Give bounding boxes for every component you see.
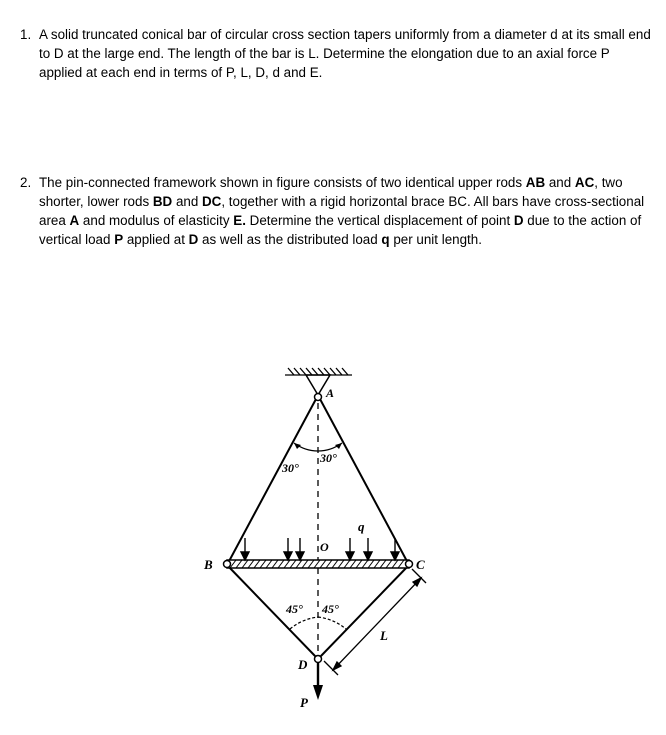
label-l: L [380, 628, 388, 643]
problem-2-segment: due to the action of vertical load [39, 213, 642, 247]
problem-2-segment: DC [202, 194, 222, 209]
problem-2-number: 2. [20, 175, 32, 190]
label-d: D [298, 657, 308, 672]
problem-2-segment: q [381, 232, 390, 247]
label-angle-right-top: 30° [320, 451, 337, 465]
problem-2-text [39, 173, 652, 249]
pin-d [315, 656, 322, 663]
label-angle-left-top: 30° [282, 461, 299, 475]
problem-2-segment: , two shorter, lower rods [39, 175, 623, 209]
problem-2-segment: AB [525, 175, 546, 190]
problem-1-text [39, 25, 652, 82]
angle-arrow-top-right [335, 443, 342, 449]
problem-2-segment: as well as the distributed load [198, 232, 382, 247]
problem-2-segment: applied at [123, 232, 189, 247]
label-q: q [358, 519, 365, 534]
label-angle-left-bottom: 45° [286, 602, 303, 616]
problem-2 [20, 173, 652, 249]
problem-2-segment: and modulus of elasticity [79, 213, 234, 228]
label-b: B [204, 557, 213, 572]
problem-2-segment: P [114, 232, 124, 247]
problem-2-segment: D [513, 213, 524, 228]
problem-1-number: 1. [20, 27, 32, 42]
ceiling-support [285, 368, 352, 375]
pin-b [224, 561, 231, 568]
problem-2-segment: per unit length. [389, 232, 482, 247]
pin-c [406, 561, 413, 568]
problem-2-segment: A [69, 213, 80, 228]
label-p: P [300, 695, 308, 710]
problem-2-segment: , together with a rigid horizontal brace BC. All bars have cross-sectional area [39, 194, 645, 228]
rod-ab [227, 399, 316, 565]
problem-2-segment: BD [152, 194, 173, 209]
dimension-l [324, 569, 426, 675]
problem-2-segment: and [545, 175, 575, 190]
problem-1-segment: A solid truncated conical bar of circular cross section tapers uniformly from a diameter d at its small end to D at the large end. The length of the bar is L. Determine the elongation due to an axial force P applied at each end in terms of P, L, D, d and E. [39, 27, 651, 80]
problem-2-segment: The pin-connected framework shown in figure consists of two identical upper rods [39, 175, 526, 190]
problem-2-segment: AC [574, 175, 595, 190]
angle-arc-left-bottom [290, 617, 318, 629]
label-c: C [416, 557, 425, 572]
angle-arrow-top-left [294, 443, 301, 449]
label-angle-right-bottom: 45° [322, 602, 339, 616]
problem-2-segment: Determine the vertical displacement of point [245, 213, 514, 228]
problem-2-segment: D [188, 232, 199, 247]
problem-1 [20, 25, 652, 82]
problem-2-segment: E. [233, 213, 246, 228]
load-p-arrow [313, 663, 323, 700]
problem-2-segment: and [172, 194, 203, 209]
label-a: A [326, 386, 335, 400]
label-o: O [320, 540, 329, 554]
framework-figure [190, 355, 450, 715]
brace-bc [227, 560, 409, 568]
angle-arc-right-bottom [318, 617, 346, 629]
